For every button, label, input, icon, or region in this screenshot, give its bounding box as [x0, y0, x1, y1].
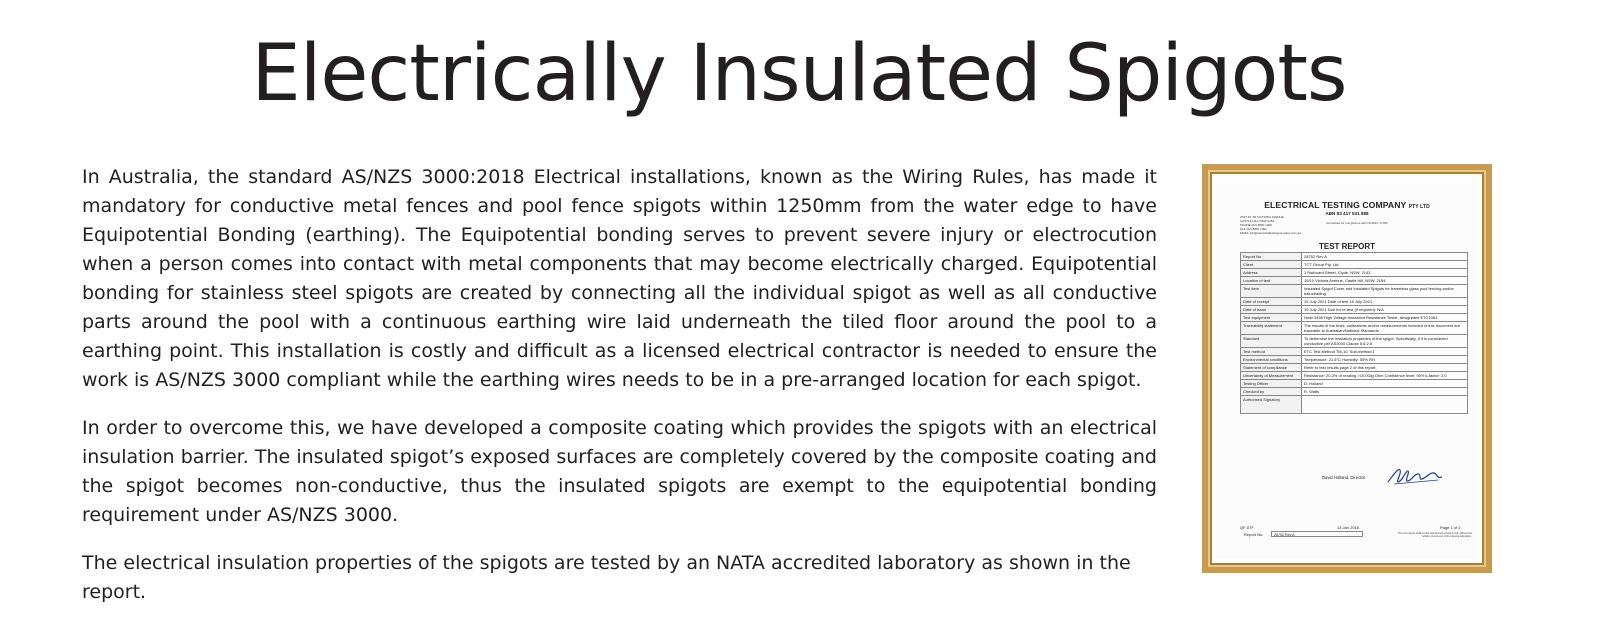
cert-report-no-label: Report No:	[1244, 532, 1264, 537]
cert-abn: ABN 83 417 531 888	[1325, 211, 1369, 216]
table-row: Report No 28752 Rev A	[1241, 253, 1468, 261]
table-row: Standard To determine the insulation properties of the spigot. Specifically, if it is considered conductive per AS3000 Clause 5.6.2.6	[1241, 335, 1468, 348]
page-title: Electrically Insulated Spigots	[251, 29, 1347, 119]
cert-accreditation: Accredited for compliance with ISO/IEC 17025	[1326, 221, 1388, 225]
table-row: Environmental conditions Temperature: 21.5°C Humidity: 55% RH	[1241, 356, 1468, 364]
table-row: Authorised Signatory	[1241, 396, 1468, 414]
test-report-image	[1202, 164, 1492, 573]
signature-mark	[1384, 464, 1446, 486]
cert-page-label: Page 1 of 2	[1440, 525, 1461, 530]
cert-address: UNIT 15, 50 VICTORIA AVENUE CASTLE HILL NSW 2154 PHONE (02) 8850 1000 FAX (02) 8850 1001 EMAIL info@electricaltestingcompany.com.au	[1240, 215, 1301, 235]
paragraph-composite-coating: In order to overcome this, we have developed a composite coating which provides the spigots with an electrical insulation barrier. The insulated spigot’s exposed surfaces are completely covered by the composite coating and the spigot becomes non-conductive, thus the insulated spigots are exempt to the equipotential bonding requirement under AS/NZS 3000.	[82, 417, 1157, 526]
cert-company-name: ELECTRICAL TESTING COMPANY PTY LTD	[1264, 200, 1430, 210]
table-row: Date of issue 19 July 2021 Due for re-test (if required): N/A	[1241, 306, 1468, 314]
table-row: Checked by R. Watts	[1241, 388, 1468, 396]
table-row: Address 1 Rathoard Street, Clyde, NSW, 2142	[1241, 269, 1468, 277]
paragraph-wiring-rules: In Australia, the standard AS/NZS 3000:2018 Electrical installations, known as the Wiring Rules, has made it mandatory for conductive metal fences and pool fence spigots within 1250mm from the water edge to have Equipotential Bonding (earthing). The Equipotential bonding serves to prevent severe injury or electrocution when a person comes into contact with metal components that may become electrically charged. Equipotential bonding for stainless steel spigots are created by connecting all the individual spigot as well as all conductive parts around the pool with a continuous earthing wire laid underneath the tiled floor around the pool to a earthing point. This installation is costly and difficult as a licensed electrical contractor is needed to ensure the work is AS/NZS 3000 compliant while the earthing wires needs to be in a pre-arranged location for each spigot.	[82, 166, 1157, 391]
cert-details-table	[1240, 252, 1468, 414]
table-row: Uncertainty of Measurement Resistance: 20.2% of reading >10.0Gig Ohm Confidence level: 95% k-factor: 2.0	[1241, 372, 1468, 380]
cert-heading: TEST REPORT	[1318, 242, 1375, 251]
test-report-document	[1216, 178, 1478, 559]
table-row: Client TCT Group Pty. Ltd.	[1241, 261, 1468, 269]
cert-form-date: 13 Jan 2016	[1337, 525, 1360, 530]
table-row: Test method ETC Test Method TM-10, Sub-method 1	[1241, 348, 1468, 356]
table-row: Test equipment Hioki 3455 High Voltage Insulation Resistance Tester, designated ETC1064	[1241, 314, 1468, 322]
cert-signatory-name: David Holland, Director	[1322, 475, 1366, 480]
table-row: Testing Officer D. Holland	[1241, 380, 1468, 388]
table-row: Date of receipt 15 July 2021 Date of test 15 July 2021	[1241, 298, 1468, 306]
body-text	[82, 163, 1157, 626]
table-row: Traceability statement The results of the tests, calibrations and/or measurements included in this document are traceable to Australian/National Standards	[1241, 322, 1468, 335]
paragraph-nata-report: The electrical insulation properties of the spigots are tested by an NATA accredited laboratory as shown in the report.	[82, 552, 1131, 603]
table-row: Test item Insulated Spigot Cover and Insulated Spigots for frameless glass pool fencing and/or balustrading.	[1241, 285, 1468, 298]
cert-form-code: QF-07F	[1240, 525, 1254, 530]
table-row: Statement of compliance Refer to test results page 2 of this report.	[1241, 364, 1468, 372]
table-row: Location of test 15/10 Victoria Avenue, Castle Hill, NSW, 2154	[1241, 277, 1468, 285]
cert-footer-note: This test report shall not be reproduced except in full, without the written permission of the issuing laboratory.	[1397, 532, 1472, 539]
cert-report-no-value: 28752 Rev A	[1271, 531, 1363, 537]
